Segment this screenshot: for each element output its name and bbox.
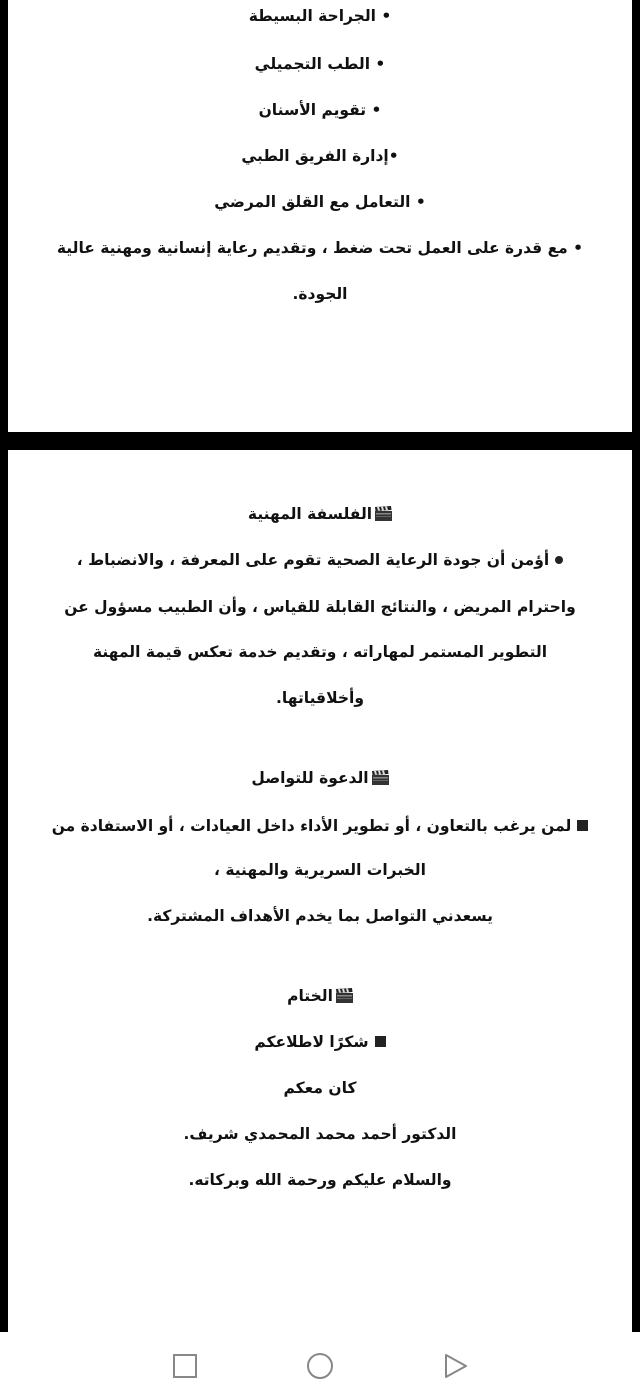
paragraph-line: كان معكم	[283, 1079, 357, 1097]
paragraph-line: يسعدني التواصل بما يخدم الأهداف المشتركة.	[147, 907, 493, 925]
paragraph-line: التطوير المستمر لمهاراته ، وتقديم خدمة تعكس قيمة المهنة	[92, 643, 548, 661]
line-text: لمن يرغب بالتعاون ، أو تطوير الأداء داخل العيادات ، أو الاستفادة من	[51, 817, 572, 835]
clapperboard-icon	[375, 506, 392, 521]
paragraph-line: والسلام عليكم ورحمة الله وبركاته.	[188, 1171, 452, 1189]
line-text: أؤمن أن جودة الرعاية الصحية تقوم على المعرفة ، والانضباط ،	[76, 551, 550, 569]
clapperboard-icon	[336, 988, 353, 1003]
paragraph-line: الدكتور أحمد محمد المحمدي شريف.	[183, 1125, 457, 1143]
list-item: • الجراحة البسيطة	[248, 7, 392, 25]
line-text: شكرًا لاطلاعكم	[254, 1033, 369, 1051]
section-heading-closing	[8, 984, 632, 1008]
heading-text: الدعوة للتواصل	[251, 769, 369, 787]
bullet-dot-icon	[555, 556, 563, 564]
system-nav-bar	[0, 1332, 640, 1400]
paragraph-line: واحترام المريض ، والنتائج القابلة للقياس ، وأن الطبيب مسؤول عن	[64, 598, 576, 616]
paragraph-line	[8, 548, 632, 572]
list-item: • التعامل مع القلق المرضي	[214, 193, 426, 211]
bullet-square-icon	[375, 1036, 386, 1047]
list-item: •إدارة الفريق الطبي	[241, 147, 399, 165]
heading-text: الفلسفة المهنية	[247, 505, 373, 523]
content-card-top	[8, 0, 632, 432]
list-item: • تقويم الأسنان	[258, 101, 382, 119]
recent-apps-icon[interactable]	[171, 1352, 199, 1380]
home-icon[interactable]	[306, 1352, 334, 1380]
paragraph-line	[8, 1030, 632, 1054]
back-icon[interactable]	[441, 1352, 469, 1380]
paragraph-line	[8, 814, 632, 838]
section-heading-philosophy	[8, 502, 632, 526]
list-item: الجودة.	[292, 285, 348, 303]
clapperboard-icon	[372, 770, 389, 785]
content-card-bottom	[8, 450, 632, 1332]
section-heading-contact	[8, 766, 632, 790]
paragraph-line: وأخلاقياتها.	[276, 689, 364, 707]
paragraph-line: الخبرات السريرية والمهنية ،	[214, 861, 426, 879]
heading-text: الختام	[287, 987, 333, 1005]
list-item: • مع قدرة على العمل تحت ضغط ، وتقديم رعاية إنسانية ومهنية عالية	[56, 239, 584, 257]
bullet-square-icon	[577, 820, 588, 831]
list-item: • الطب التجميلي	[254, 55, 386, 73]
